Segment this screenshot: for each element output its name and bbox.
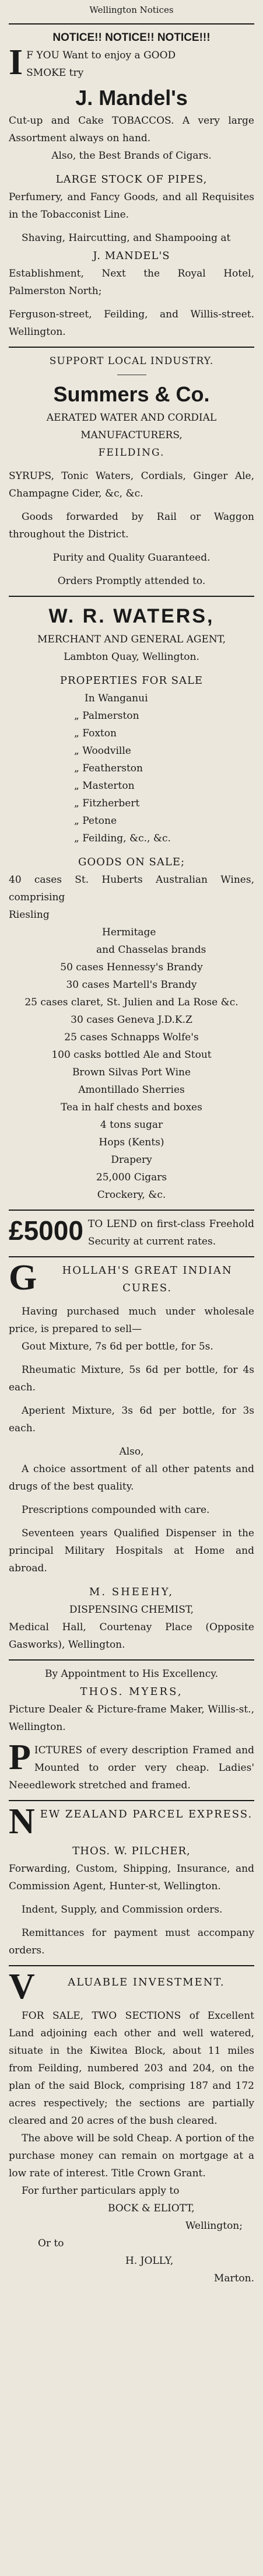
myers-line2: ICTURES of every description Framed and Mounted to order very cheap. Ladies' Neeedlework stretched and framed. <box>9 1745 254 1791</box>
myers-body <box>9 1742 254 1794</box>
places-list <box>9 707 254 847</box>
divider <box>9 1256 254 1257</box>
mandel-line3: LARGE STOCK OF PIPES, <box>55 173 208 186</box>
summers-name: Summers & Co. <box>53 382 210 406</box>
goods-item: Hops (Kents) <box>99 1137 164 1148</box>
mandel-line1: Cut-up and Cake TOBACCOS. A very large Assortment always on hand. <box>9 115 254 144</box>
mandel-intro <box>9 47 254 82</box>
place-name: Palmerston <box>82 710 139 722</box>
place-item <box>74 725 254 742</box>
divider <box>9 1210 254 1211</box>
ditto-mark: „ <box>74 798 83 809</box>
mandel-ad <box>9 29 254 341</box>
place-name: Featherston <box>82 763 143 774</box>
ghollah-line3: Rheumatic Mixture, 5s 6d per bottle, for 4s each. <box>9 1364 254 1393</box>
mandel-line5: Shaving, Haircutting, and Shampooing at <box>22 232 231 244</box>
ghollah-line6: A choice assortment of all other patents and drugs of the best quality. <box>9 1463 254 1493</box>
divider <box>9 1800 254 1801</box>
summers-ad <box>9 352 254 590</box>
investment-ad <box>9 1971 254 2287</box>
place-name: Woodville <box>82 745 131 757</box>
ditto-mark: „ <box>74 815 83 827</box>
ditto-mark: „ <box>74 780 83 792</box>
myers-ad <box>9 1665 254 1794</box>
place-item <box>74 742 254 760</box>
loan-text: TO LEND on first-class Freehold Security at current rates. <box>87 1218 254 1247</box>
ghollah-line4: Aperient Mixture, 3s 6d per bottle, for 3s each. <box>9 1405 254 1434</box>
myers-line1: Picture Dealer & Picture-frame Maker, Willis-st., Wellington. <box>9 1704 254 1733</box>
section-header: Wellington Notices <box>89 5 174 15</box>
place-name: Feilding, &c., &c. <box>82 833 171 844</box>
investment-heading <box>9 1971 254 2001</box>
ditto-mark: „ <box>74 710 83 722</box>
goods-line4: and Chasselas brands <box>96 944 206 956</box>
investment-line2: For further particulars apply to <box>22 2185 180 2197</box>
goods-line3: Hermitage <box>102 927 156 938</box>
summers-line5: Purity and Quality Guaranteed. <box>52 552 211 564</box>
goods-line1: 40 cases St. Huberts Australian Wines, comprising <box>9 874 254 903</box>
place-item <box>74 760 254 777</box>
summers-line4: Goods forwarded by Rail or Waggon throughout the District. <box>9 511 254 540</box>
divider <box>9 1965 254 1966</box>
ghollah-heading <box>9 1262 254 1297</box>
mandel-line6: J. MANDEL'S <box>93 250 170 262</box>
place-name: Foxton <box>82 728 117 739</box>
place-name: Fitzherbert <box>82 798 140 809</box>
mandel-line8: Ferguson-street, Feilding, and Willis-street. Wellington. <box>9 309 254 338</box>
goods-item: Tea in half chests and boxes <box>61 1102 202 1113</box>
ghollah-ad <box>9 1262 254 1654</box>
summers-line1: AERATED WATER AND CORDIAL MANUFACTURERS, <box>46 412 217 441</box>
investment-line7: Marton. <box>213 2273 254 2284</box>
waters-name: W. R. WATERS, <box>48 605 215 627</box>
sheehy-line1: DISPENSING CHEMIST, <box>69 1604 194 1616</box>
goods-item: 25,000 Cigars <box>96 1172 167 1183</box>
divider <box>9 23 254 25</box>
place-item <box>74 777 254 795</box>
investment-body: FOR SALE, TWO SECTIONS of Excellent Land adjoining each other and well watered, situate in the Kiwitea Block, about 11 miles from Feilding, numbered 203 and 204, on the plan of the said Block, comprising 187 and 172 acres respectively; the sections are partially cleared and 20 acres of the bush cleared. <box>9 2010 254 2127</box>
goods-item: 25 cases Schnapps Wolfe's <box>64 1032 199 1043</box>
divider <box>9 1659 254 1661</box>
goods-item: 30 cases Geneva J.D.K.Z <box>71 1014 192 1026</box>
ghollah-title: HOLLAH'S GREAT INDIAN CURES. <box>62 1264 233 1294</box>
investment-line6: H. JOLLY, <box>125 2255 174 2267</box>
dropcap-g: G <box>9 1262 37 1297</box>
goods-item: 50 cases Hennessy's Brandy <box>60 962 203 973</box>
ditto-mark: „ <box>74 745 83 757</box>
place-name: Masterton <box>82 780 135 792</box>
goods-item: 4 tons sugar <box>100 1119 163 1131</box>
ditto-mark: „ <box>74 763 83 774</box>
waters-ad <box>9 602 254 1204</box>
properties-title: PROPERTIES FOR SALE <box>59 674 204 687</box>
loan-amount: £5000 <box>9 1215 83 1246</box>
investment-line1: The above will be sold Cheap. A portion of the purchase money can remain on mortgage at a low rate of interest. Title Crown Grant. <box>9 2133 254 2179</box>
ghollah-line7: Prescriptions compounded with care. <box>22 1504 210 1516</box>
myers-name: THOS. MYERS, <box>80 1686 183 1698</box>
properties-sub: In Wanganui <box>85 693 148 704</box>
parcel-line3: Remittances for payment must accompany orders. <box>9 1927 254 1956</box>
dropcap-n: N <box>9 1806 35 1836</box>
mandel-line2: Also, the Best Brands of Cigars. <box>51 150 212 162</box>
goods-title: GOODS ON SALE; <box>78 856 185 868</box>
summers-line2: FEILDING. <box>98 447 165 459</box>
summers-line3: SYRUPS, Tonic Waters, Cordials, Ginger Ale, Champagne Cider, &c, &c. <box>9 470 254 499</box>
dropcap-i: I <box>9 47 23 82</box>
loan-ad <box>9 1215 254 1250</box>
ghollah-line2: Gout Mixture, 7s 6d per bottle, for 5s. <box>22 1341 213 1352</box>
mandel-line4: Perfumery, and Fancy Goods, and all Requisites in the Tobacconist Line. <box>9 191 254 221</box>
parcel-heading <box>9 1806 254 1836</box>
summers-line6: Orders Promptly attended to. <box>57 575 206 587</box>
goods-item: Crockery, &c. <box>97 1189 166 1201</box>
goods-item: 100 casks bottled Ale and Stout <box>51 1049 212 1061</box>
place-item <box>74 795 254 812</box>
divider <box>9 596 254 597</box>
intro-line-a: F YOU Want to enjoy a GOOD <box>26 50 176 61</box>
goods-item: 25 cases claret, St. Julien and La Rose &c. <box>24 997 239 1008</box>
column <box>9 0 254 2287</box>
ghollah-line1: Having purchased much under wholesale price, is prepared to sell— <box>9 1306 254 1335</box>
goods-list <box>9 959 254 1204</box>
investment-line3: BOCK & ELIOTT, <box>108 2203 195 2214</box>
place-item <box>74 830 254 847</box>
parcel-title: EW ZEALAND PARCEL EXPRESS. <box>40 1808 253 1820</box>
ghollah-line8: Seventeen years Qualified Dispenser in the principal Military Hospitals at Home and abroad. <box>9 1528 254 1574</box>
waters-line1: MERCHANT AND GENERAL AGENT, <box>37 634 226 645</box>
investment-line4: Wellington; <box>185 2220 243 2232</box>
ditto-mark: „ <box>74 833 83 844</box>
parcel-line2: Indent, Supply, and Commission orders. <box>22 1904 223 1916</box>
goods-item: Amontillado Sherries <box>78 1084 185 1096</box>
mandel-name: J. Mandel's <box>75 86 188 110</box>
ghollah-line5: Also, <box>119 1446 144 1457</box>
dropcap-v: V <box>9 1971 35 2001</box>
summers-banner: SUPPORT LOCAL INDUSTRY. <box>49 355 214 367</box>
goods-item: Brown Silvas Port Wine <box>72 1067 191 1078</box>
goods-item: Drapery <box>111 1154 152 1166</box>
mandel-line7: Establishment, Next the Royal Hotel, Palmerston North; <box>9 268 254 297</box>
sheehy-line2: Medical Hall, Courtenay Place (Opposite Gasworks), Wellington. <box>9 1621 254 1651</box>
place-name: Petone <box>82 815 117 827</box>
place-item <box>74 707 254 725</box>
waters-line2: Lambton Quay, Wellington. <box>64 651 199 663</box>
investment-title: ALUABLE INVESTMENT. <box>68 1976 225 1988</box>
parcel-line1: Forwarding, Custom, Shipping, Insurance, and Commission Agent, Hunter-st, Wellington. <box>9 1863 254 1892</box>
dropcap-p: P <box>9 1742 31 1777</box>
place-item <box>74 812 254 830</box>
pilcher-name: THOS. W. PILCHER, <box>72 1845 191 1857</box>
intro-line-b: SMOKE try <box>26 67 84 79</box>
sheehy-name: M. SHEEHY, <box>89 1586 174 1598</box>
divider <box>9 347 254 348</box>
myers-appointment: By Appointment to His Excellency. <box>45 1668 218 1680</box>
goods-line2: Riesling <box>9 909 50 921</box>
goods-item: 30 cases Martell's Brandy <box>66 979 197 991</box>
parcel-ad <box>9 1806 254 1959</box>
notice-heading: NOTICE!! NOTICE!! NOTICE!!! <box>52 32 211 44</box>
ditto-mark: „ <box>74 728 83 739</box>
investment-line5: Or to <box>38 2238 64 2249</box>
